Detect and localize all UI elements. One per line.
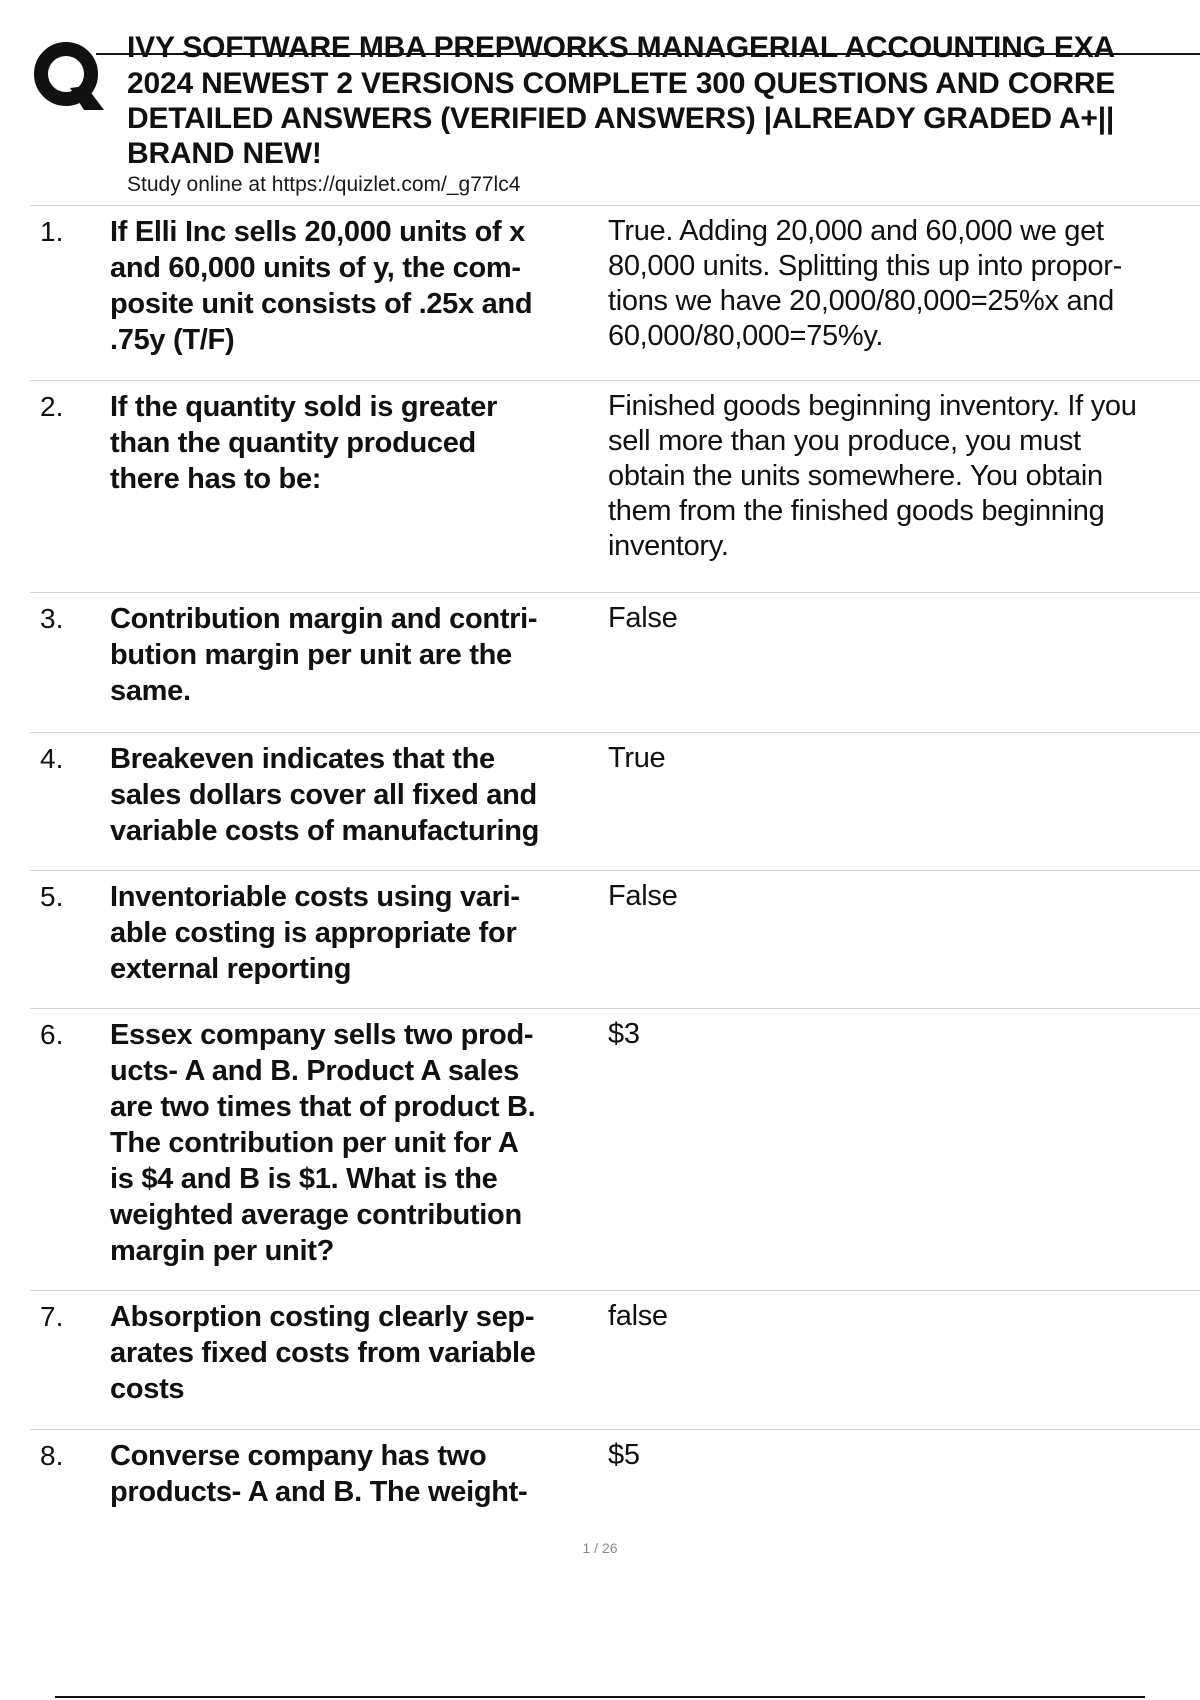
- answer-line: 60,000/80,000=75%y.: [608, 320, 884, 352]
- question-line: external reporting: [110, 953, 352, 985]
- question-line: If the quantity sold is greater: [110, 391, 498, 423]
- card-number: 7.: [40, 1301, 64, 1332]
- card-answer: [600, 601, 1200, 732]
- flashcard-row: [30, 870, 1200, 1008]
- question-line: is $4 and B is $1. What is the: [110, 1163, 498, 1195]
- card-question: [110, 1438, 600, 1549]
- card-number: 5.: [40, 881, 64, 912]
- card-answer: [600, 1299, 1200, 1429]
- question-line: weighted average contribution: [110, 1199, 522, 1231]
- card-question: [110, 741, 600, 870]
- answer-line: True. Adding 20,000 and 60,000 we get: [608, 215, 1104, 247]
- answer-line: True: [608, 742, 666, 774]
- answer-line: Finished goods beginning inventory. If you: [608, 390, 1137, 422]
- answer-line: tions we have 20,000/80,000=25%x and: [608, 285, 1114, 317]
- question-line: Inventoriable costs using vari-: [110, 881, 520, 913]
- question-line: Converse company has two: [110, 1440, 487, 1472]
- question-line: and 60,000 units of y, the com-: [110, 252, 521, 284]
- footer-rule: [55, 1696, 1145, 1698]
- answer-line: $3: [608, 1018, 640, 1050]
- card-number: 4.: [40, 743, 64, 774]
- question-line: .75y (T/F): [110, 324, 235, 356]
- card-question: [110, 1299, 600, 1429]
- card-question: [110, 389, 600, 592]
- question-line: variable costs of manufacturing: [110, 815, 540, 847]
- card-question: [110, 1017, 600, 1290]
- card-number: 6.: [40, 1019, 64, 1050]
- question-line: The contribution per unit for A: [110, 1127, 519, 1159]
- question-line: arates fixed costs from variable: [110, 1337, 536, 1369]
- card-answer: [600, 214, 1200, 380]
- document-header: [0, 0, 1200, 205]
- question-line: there has to be:: [110, 463, 322, 495]
- question-line: margin per unit?: [110, 1235, 334, 1267]
- document-title-line-1: IVY SOFTWARE MBA PREPWORKS MANAGERIAL ACCOUNTING EXA: [127, 31, 1115, 64]
- question-line: Contribution margin and contri-: [110, 603, 538, 635]
- question-line: able costing is appropriate for: [110, 917, 517, 949]
- page-number: 1 / 26: [582, 1540, 618, 1556]
- answer-line: sell more than you produce, you must: [608, 425, 1081, 457]
- flashcard-row: [30, 592, 1200, 732]
- answer-line: False: [608, 880, 678, 912]
- question-line: ucts- A and B. Product A sales: [110, 1055, 519, 1087]
- question-line: bution margin per unit are the: [110, 639, 512, 671]
- flashcard-row: [30, 1008, 1200, 1290]
- card-answer: [600, 741, 1200, 870]
- flashcard-row: [30, 205, 1200, 380]
- study-online-link[interactable]: Study online at https://quizlet.com/_g77lc4: [127, 173, 521, 196]
- answer-line: 80,000 units. Splitting this up into propor-: [608, 250, 1122, 282]
- card-question: [110, 214, 600, 380]
- quizlet-q-logo-icon: [32, 36, 104, 116]
- card-answer: [600, 1438, 1200, 1549]
- question-line: Essex company sells two prod-: [110, 1019, 534, 1051]
- card-answer: [600, 1017, 1200, 1290]
- answer-line: inventory.: [608, 530, 729, 562]
- flashcard-row: [30, 732, 1200, 870]
- flashcard-list: [30, 205, 1200, 1549]
- card-number: 8.: [40, 1440, 64, 1471]
- question-line: costs: [110, 1373, 185, 1405]
- question-line: same.: [110, 675, 191, 707]
- document-title-line-4: BRAND NEW!: [127, 137, 322, 170]
- flashcard-row: [30, 1290, 1200, 1429]
- card-question: [110, 601, 600, 732]
- question-line: If Elli Inc sells 20,000 units of x: [110, 216, 525, 248]
- answer-line: them from the finished goods beginning: [608, 495, 1105, 527]
- question-line: products- A and B. The weight-: [110, 1476, 528, 1508]
- card-question: [110, 879, 600, 1008]
- card-answer: [600, 879, 1200, 1008]
- flashcard-row: [30, 380, 1200, 592]
- card-answer: [600, 389, 1200, 592]
- card-number: 2.: [40, 391, 64, 422]
- answer-line: False: [608, 602, 678, 634]
- card-number: 3.: [40, 603, 64, 634]
- question-line: Absorption costing clearly sep-: [110, 1301, 535, 1333]
- question-line: Breakeven indicates that the: [110, 743, 495, 775]
- question-line: are two times that of product B.: [110, 1091, 536, 1123]
- question-line: sales dollars cover all fixed and: [110, 779, 537, 811]
- document-title-line-3: DETAILED ANSWERS (VERIFIED ANSWERS) |ALREADY GRADED A+||: [127, 102, 1115, 135]
- document-title-line-2: 2024 NEWEST 2 VERSIONS COMPLETE 300 QUESTIONS AND CORRE: [127, 67, 1116, 100]
- answer-line: obtain the units somewhere. You obtain: [608, 460, 1103, 492]
- answer-line: false: [608, 1300, 668, 1332]
- question-line: than the quantity produced: [110, 427, 476, 459]
- answer-line: $5: [608, 1439, 640, 1471]
- card-number: 1.: [40, 216, 64, 247]
- question-line: posite unit consists of .25x and: [110, 288, 533, 320]
- flashcard-row: [30, 1429, 1200, 1549]
